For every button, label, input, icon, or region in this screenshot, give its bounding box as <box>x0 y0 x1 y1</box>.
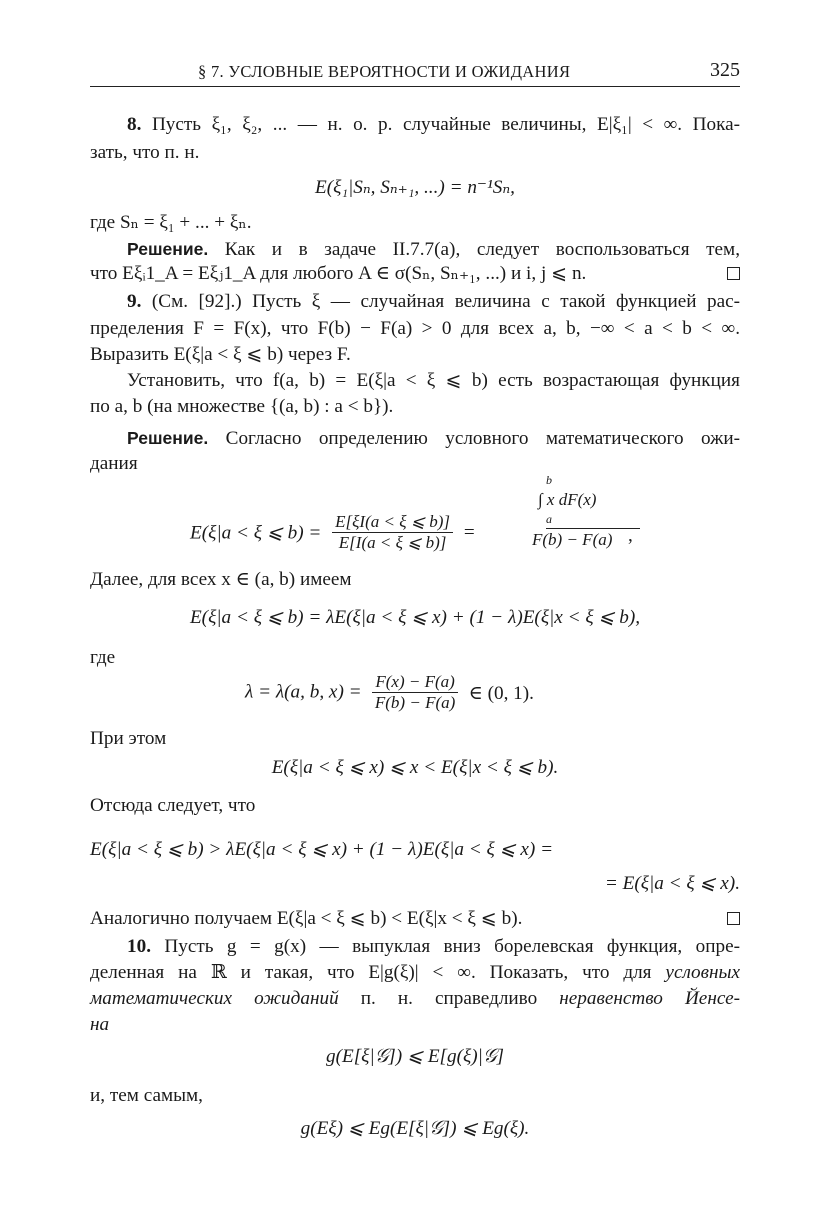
book-page: § 7. УСЛОВНЫЕ ВЕРОЯТНОСТИ И ОЖИДАНИЯ 325 8. Пусть ξ₁, ξ₂, ... — н. о. р. случайные величины, E|ξ₁| < ∞. Пока- зать, что п. н. E(ξ₁|Sₙ, Sₙ₊₁, ...) = n⁻¹Sₙ, где Sₙ = ξ₁ + ... + ξₙ. Решение. Как и в задаче II.7.7(a), следует воспользоваться тем, что Eξᵢ1_A = Eξⱼ1_A для любого A ∈ σ(Sₙ, Sₙ₊₁, ...) и i, j ⩽ n. 9. (См. [92].) Пусть ξ — случайная величина с такой функцией рас- пределения F = F(x), что F(b) − F(a) > 0 для всех a, b, −∞ < a < b < ∞. Выразить E(ξ|a < ξ ⩽ b) через F. Установить, что f(a, b) = E(ξ|a < ξ ⩽ b) есть возрастающая функция по a, b (на множестве {(a, b) : a < b}). Решение. Согласно определению условного математического ожи- дания E(ξ|a < ξ ⩽ b) = $\frac{E[\xi I(a < \xi ⩽ b)]}{E[I(a < \xi ⩽ b)]}$ = b ∫ x dF(x) a F(b) − F(a) , Далее, для всех x ∈ (a, b) имеем E(ξ|a < ξ ⩽ b) = λE(ξ|a < ξ ⩽ x) + (1 − λ)E(ξ|x < ξ ⩽ b), где λ = λ(a, b, x) = $\frac{F(x) - F(a)}{F(b) - F(a)}$ ∈ (0, 1). При этом E(ξ|a < ξ ⩽ x) ⩽ x < E(ξ|x < ξ ⩽ b). Отсюда следует, что E(ξ|a < ξ ⩽ b) > λE(ξ|a < ξ ⩽ x) + (1 − λ)E(ξ|a < ξ ⩽ x) = = E(ξ|a < ξ ⩽ x). Аналогично получаем E(ξ|a < ξ ⩽ b) < E(ξ|x < ξ ⩽ b). 10. Пусть g = g(x) — выпуклая вниз борелевская функция, опре- деленная на ℝ и такая, что E|g(ξ)| < ∞. Показать, что для условных математических ожиданий п. н. справедливо неравенство Йенсе- на g(E[ξ|𝒢]) ⩽ E[g(ξ)|𝒢] и, тем самым, g(Eξ) ⩽ Eg(E[ξ|𝒢]) ⩽ Eg(ξ). <box>90 59 741 1139</box>
problem-10-line-3: математических ожиданий п. н. справедливо неравенство Йенсе- <box>90 988 741 1009</box>
problem-9-line-3: Выразить E(ξ|a < ξ ⩽ b) через F. <box>90 344 351 365</box>
analogously-text: Аналогично получаем E(ξ|a < ξ ⩽ b) < E(ξ|x < ξ ⩽ b). <box>90 907 740 931</box>
qed-square-icon <box>727 912 740 925</box>
jensen-chain-formula: g(Eξ) ⩽ Eg(E[ξ|𝒢]) ⩽ Eg(ξ). <box>300 1118 530 1139</box>
running-header <box>90 58 740 87</box>
problem-9-line-1: 9. (См. [92].) Пусть ξ — случайная величина с такой функцией рас- <box>127 291 741 312</box>
problem-9-line-4: Установить, что f(a, b) = E(ξ|a < ξ ⩽ b) есть возрастающая функция <box>127 370 740 391</box>
problem-9-line-2: пределения F = F(x), что F(b) − F(a) > 0 для всех a, b, −∞ < a < b < ∞. <box>90 318 740 339</box>
lambda-formula: λ = λ(a, b, x) = $\frac{F(x) - F(a)}{F(b) - F(a)}$ ∈ (0, 1). <box>245 672 534 712</box>
jensen-inequality-formula: g(E[ξ|𝒢]) ⩽ E[g(ξ)|𝒢] <box>325 1046 505 1067</box>
solution-9-line-1: Решение. Согласно определению условного математического ожи- <box>127 428 741 449</box>
problem-8-number: 8. <box>127 114 142 135</box>
problem-8-text-1: Пусть ξ₁, ξ₂, ... — н. о. р. случайные величины, E|ξ₁| < ∞. Пока- <box>151 114 741 135</box>
problem-8-line-2: зать, что п. н. <box>90 142 200 163</box>
integral-fraction: b ∫ x dF(x) a F(b) − F(a) <box>532 474 640 551</box>
solution-label: Решение. <box>127 239 209 259</box>
moreover-text: При этом <box>90 728 167 749</box>
hence-text: Отсюда следует, что <box>90 795 256 816</box>
problem-10-number: 10. <box>127 936 151 957</box>
problem-10-line-1: 10. Пусть g = g(x) — выпуклая вниз борелевская функция, опре- <box>127 936 740 957</box>
inequality-formula-line-2: = E(ξ|a < ξ ⩽ x). <box>604 873 740 894</box>
conditional-expectation-formula: E(ξ|a < ξ ⩽ b) = $\frac{E[\xi I(a < \xi ⩽ b)]}{E[I(a < \xi ⩽ b)]}$ = <box>190 512 475 552</box>
problem-9-line-5: по a, b (на множестве {(a, b) : a < b}). <box>90 396 394 417</box>
solution-8-line-1: Решение. Как и в задаче II.7.7(a), следует воспользоваться тем, <box>127 239 740 260</box>
problem-10-line-4: на <box>90 1014 110 1035</box>
further-text: Далее, для всех x ∈ (a, b) имеем <box>90 569 352 590</box>
bound-formula: E(ξ|a < ξ ⩽ x) ⩽ x < E(ξ|x < ξ ⩽ b). <box>271 757 559 778</box>
decomposition-formula: E(ξ|a < ξ ⩽ b) = λE(ξ|a < ξ ⩽ x) + (1 − λ)E(ξ|x < ξ ⩽ b), <box>189 607 641 628</box>
problem-10-line-2: деленная на ℝ и такая, что E|g(ξ)| < ∞. Показать, что для условных <box>90 962 741 983</box>
qed-square-icon <box>727 267 740 280</box>
thus-text: и, тем самым, <box>90 1085 203 1106</box>
problem-8-formula: E(ξ₁|Sₙ, Sₙ₊₁, ...) = n⁻¹Sₙ, <box>315 177 515 198</box>
page-number: 325 <box>710 59 740 81</box>
solution-9-line-2: дания <box>90 453 138 474</box>
solution-label: Решение. <box>127 428 209 448</box>
problem-8-line-1 <box>90 113 740 137</box>
solution-8-line-2: что Eξᵢ1_A = Eξⱼ1_A для любого A ∈ σ(Sₙ, Sₙ₊₁, ...) и i, j ⩽ n. <box>90 262 740 286</box>
problem-8-where: где Sₙ = ξ₁ + ... + ξₙ. <box>90 212 252 233</box>
chapter-title: § 7. УСЛОВНЫЕ ВЕРОЯТНОСТИ И ОЖИДАНИЯ <box>198 62 571 81</box>
problem-9-number: 9. <box>127 291 142 312</box>
where-text: где <box>90 647 116 668</box>
inequality-formula-line-1: E(ξ|a < ξ ⩽ b) > λE(ξ|a < ξ ⩽ x) + (1 − λ)E(ξ|a < ξ ⩽ x) = <box>90 839 554 860</box>
